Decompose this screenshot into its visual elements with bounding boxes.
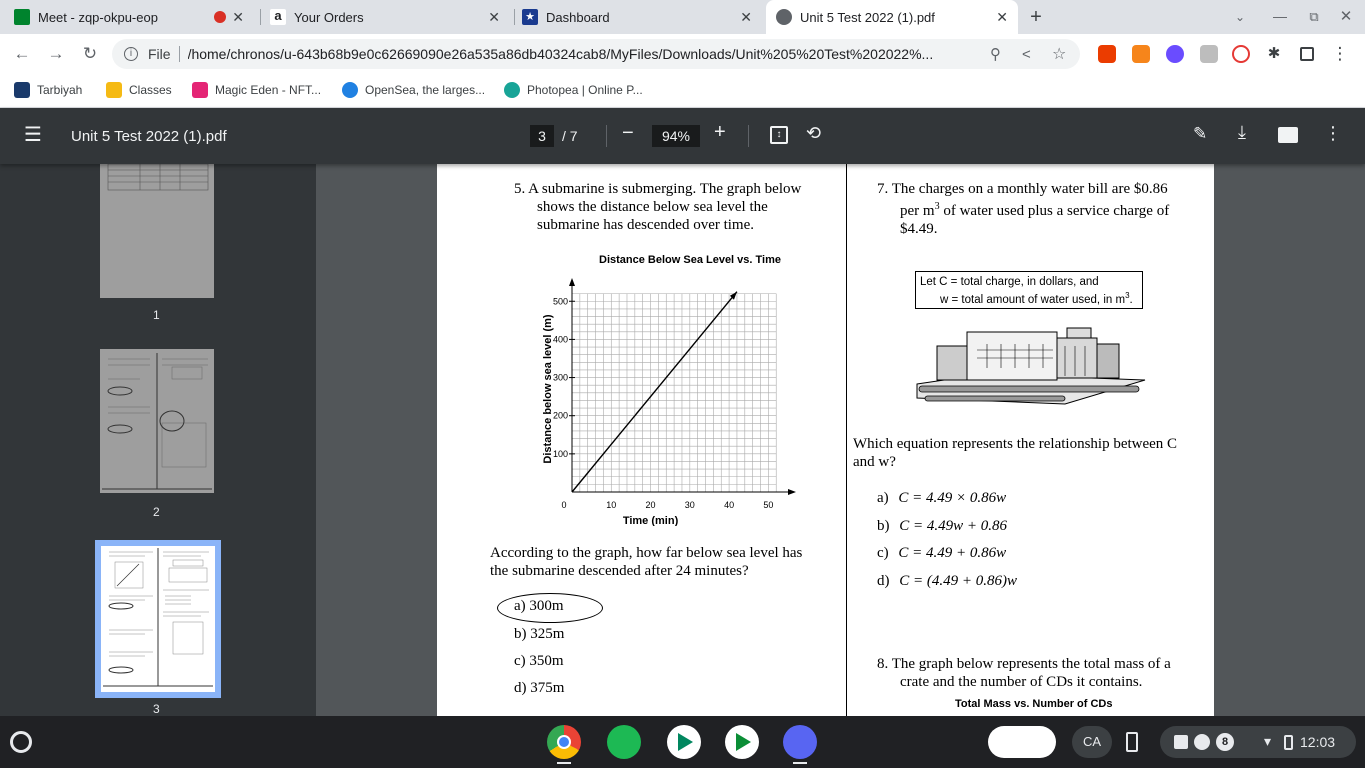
tab-divider — [514, 9, 515, 25]
puzzle-icon[interactable]: ✱ — [1267, 45, 1281, 62]
share-icon[interactable]: < — [1022, 45, 1031, 63]
toolbar-divider — [748, 125, 749, 147]
q7-superscript: 3 — [1125, 291, 1130, 300]
option-equation: C = 4.49w + 0.86 — [899, 518, 1008, 534]
y-tick-label: 500 — [552, 296, 568, 307]
photopea-icon — [504, 82, 520, 98]
omnibox[interactable] — [112, 39, 1080, 69]
tab-title: Unit 5 Test 2022 (1).pdf — [800, 9, 935, 25]
tab-title: Your Orders — [294, 9, 364, 25]
q7-option-c — [877, 545, 1006, 562]
option-equation: C = 4.49 × 0.86w — [898, 490, 1007, 506]
bookmark-opensea[interactable] — [342, 82, 485, 98]
holding-space-icon[interactable] — [988, 726, 1056, 758]
close-icon[interactable]: ✕ — [996, 8, 1008, 25]
globe-icon — [776, 9, 792, 25]
chevron-down-icon[interactable]: ⌄ — [1234, 10, 1246, 24]
office-icon[interactable] — [1098, 45, 1116, 63]
running-indicator — [557, 762, 571, 764]
q5-stem-line: 5. A submarine is submerging. The graph below — [514, 181, 802, 197]
bookmark-tarbiyah[interactable] — [14, 82, 82, 98]
reload-icon[interactable]: ↻ — [82, 44, 98, 63]
tab-pdf[interactable] — [766, 0, 1018, 34]
tab-divider — [260, 9, 261, 25]
download-icon[interactable]: ⤓ — [1238, 122, 1246, 142]
sea-level-chart — [532, 246, 817, 526]
forward-icon[interactable]: → — [47, 44, 65, 63]
input-method-indicator[interactable]: CA — [1072, 726, 1112, 758]
q7-text: w = total amount of water used, in m — [940, 293, 1126, 306]
option-label: d) — [877, 573, 890, 589]
tab-your-orders[interactable] — [270, 0, 510, 34]
y-axis-arrow — [569, 278, 575, 286]
magic-eden-icon — [192, 82, 208, 98]
discord-icon[interactable] — [783, 725, 817, 759]
x-tick-label: 30 — [684, 500, 695, 510]
bookmark-star-icon[interactable]: ☆ — [1052, 46, 1067, 63]
more-options-icon[interactable]: ⋮ — [1324, 123, 1342, 143]
thumbnail-number: 1 — [153, 308, 160, 322]
tab-title: Meet - zqp-okpu-eop — [38, 9, 158, 25]
q7-definition-line: Let C = total charge, in dollars, and — [920, 276, 1099, 288]
extension-icon[interactable] — [1166, 45, 1184, 63]
tab-title: Dashboard — [546, 9, 610, 25]
q7-option-d — [877, 573, 1017, 590]
browser-toolbar — [0, 34, 1365, 74]
recording-icon — [214, 11, 226, 23]
q7-text: . — [1129, 293, 1133, 306]
option-label: a) — [877, 490, 889, 506]
column-divider — [846, 164, 847, 716]
minimize-icon[interactable]: — — [1273, 8, 1287, 24]
option-label: b) — [877, 518, 890, 534]
thumbnail-sketch — [100, 164, 214, 298]
notification-icon — [1174, 735, 1188, 749]
clock: 12:03 — [1300, 734, 1336, 750]
q5-option-d: d) 375m — [514, 680, 565, 696]
bookmark-label: Tarbiyah — [37, 83, 83, 97]
bookmark-label: Classes — [129, 83, 172, 97]
thumbnail-sidebar — [0, 164, 316, 716]
q5-stem-line: shows the distance below sea level the — [537, 199, 768, 215]
q5-question-line: the submarine descended after 24 minutes? — [490, 563, 749, 579]
zoom-icon[interactable]: ⚲ — [990, 46, 1001, 63]
x-axis-label: Time (min) — [622, 515, 679, 526]
y-tick-label: 200 — [552, 410, 568, 421]
bookmark-magic-eden[interactable] — [192, 82, 321, 98]
restore-icon[interactable]: ⧉ — [1309, 9, 1319, 24]
toolbar-divider — [606, 125, 607, 147]
extension-icon[interactable] — [1232, 45, 1250, 63]
bookmark-classes[interactable] — [106, 82, 172, 98]
tab-meet[interactable] — [14, 0, 254, 34]
notification-count-badge: 8 — [1216, 733, 1234, 751]
water-plant-illustration — [915, 324, 1147, 406]
bookmark-photopea[interactable] — [504, 82, 643, 98]
menu-icon[interactable]: ☰ — [24, 124, 42, 146]
rotate-icon[interactable]: ⟲ — [806, 123, 822, 143]
url-divider — [179, 46, 180, 62]
thumbnail-sketch — [101, 546, 215, 692]
q8-chart-title: Total Mass vs. Number of CDs — [955, 698, 1113, 710]
q5-question-line: According to the graph, how far below sea level has — [490, 545, 803, 561]
x-tick-label: 10 — [606, 500, 617, 510]
q5-option-b: b) 325m — [514, 626, 565, 642]
q8-stem-line: crate and the number of CDs it contains. — [900, 674, 1143, 690]
close-icon[interactable]: ✕ — [740, 8, 752, 25]
opensea-icon — [342, 82, 358, 98]
q7-definition-line — [920, 289, 1138, 307]
page-number-input[interactable]: 3 — [530, 125, 554, 147]
series-line — [572, 292, 737, 492]
running-indicator — [793, 762, 807, 764]
thumbnail-page-3[interactable] — [101, 546, 215, 692]
metamask-icon[interactable] — [1132, 45, 1150, 63]
page-total: / 7 — [562, 128, 578, 144]
new-tab-icon[interactable]: + — [1030, 6, 1042, 28]
annotate-pen-icon[interactable]: ✎ — [1193, 124, 1208, 143]
classroom-icon — [106, 82, 122, 98]
tarbiyah-icon — [14, 82, 30, 98]
battery-icon — [1284, 735, 1293, 750]
x-axis-arrow — [788, 489, 796, 495]
thumbnail-page-1[interactable] — [100, 164, 214, 298]
pdf-page — [437, 164, 1214, 716]
option-equation: C = 4.49 + 0.86w — [898, 545, 1007, 561]
q7-question-line: Which equation represents the relationship between C — [853, 436, 1178, 452]
sidepanel-icon[interactable] — [1300, 47, 1314, 61]
q5-stem — [514, 180, 801, 234]
phone-hub-icon[interactable] — [1126, 732, 1138, 752]
chart-title: Distance Below Sea Level vs. Time — [599, 254, 781, 266]
tab-dashboard[interactable] — [522, 0, 762, 34]
x-tick-label: 50 — [763, 500, 774, 510]
meet-icon — [14, 9, 30, 25]
q5-option-a: a) 300m — [514, 598, 564, 614]
extension-icon[interactable] — [1200, 45, 1218, 63]
do-not-disturb-icon — [1194, 734, 1210, 750]
q7-text: per m — [900, 203, 935, 219]
q7-question-line: and w? — [853, 454, 896, 470]
fit-page-icon[interactable]: ↕ — [770, 126, 788, 144]
q7-stem — [877, 180, 1169, 238]
status-area[interactable] — [1160, 726, 1356, 758]
play-store-icon[interactable] — [667, 725, 701, 759]
window-close-icon[interactable]: ✕ — [1339, 8, 1353, 25]
x-tick-label: 20 — [645, 500, 656, 510]
q5-question — [490, 544, 802, 580]
q7-stem-line: $4.49. — [900, 221, 938, 237]
chrome-icon[interactable] — [547, 725, 581, 759]
amazon-icon: a — [270, 9, 286, 25]
star-badge-icon: ★ — [522, 9, 538, 25]
bookmark-label: OpenSea, the larges... — [365, 83, 486, 97]
option-label: c) — [877, 545, 889, 561]
back-icon[interactable]: ← — [13, 44, 31, 63]
url-text: /home/chronos/u-643b68b9e0c62669090e26a535a86db40324cab8/MyFiles/Downloads/Unit%205%20Test%202022%... — [187, 46, 934, 62]
q8-stem — [877, 655, 1171, 691]
close-icon[interactable]: ✕ — [232, 8, 244, 25]
q7-superscript: 3 — [934, 201, 940, 212]
q5-option-c: c) 350m — [514, 653, 564, 669]
q7-stem-line: 7. The charges on a monthly water bill are $0.86 — [877, 181, 1168, 197]
q7-question — [853, 435, 1177, 471]
y-axis-label: Distance below sea level (m) — [542, 314, 554, 464]
bookmark-label: Photopea | Online P... — [527, 83, 643, 97]
print-icon[interactable] — [1278, 127, 1298, 143]
system-shelf — [0, 716, 1365, 768]
q5-stem-line: submarine has descended over time. — [537, 217, 755, 233]
bookmark-label: Magic Eden - NFT... — [215, 83, 322, 97]
app-icon[interactable] — [725, 725, 759, 759]
info-icon[interactable]: i — [124, 47, 138, 61]
pdf-toolbar — [0, 108, 1365, 164]
option-equation: C = (4.49 + 0.86)w — [899, 573, 1017, 589]
x-tick-label: 40 — [724, 500, 735, 510]
url-scheme: File — [148, 46, 171, 62]
bookmarks-bar — [0, 74, 1365, 108]
zoom-in-icon[interactable]: + — [714, 121, 726, 143]
y-tick-label: 100 — [552, 448, 568, 459]
spotify-icon[interactable] — [607, 725, 641, 759]
close-icon[interactable]: ✕ — [488, 8, 500, 25]
wifi-icon: ▾ — [1264, 733, 1272, 749]
q7-stem-line — [877, 198, 1169, 220]
y-tick-label: 300 — [552, 372, 568, 383]
x-tick-label: 0 — [561, 500, 567, 510]
q7-text: of water used plus a service charge of — [939, 203, 1170, 219]
q7-option-a — [877, 490, 1006, 507]
q8-stem-line: 8. The graph below represents the total mass of a — [877, 656, 1171, 672]
q7-definition-box — [915, 271, 1143, 309]
thumbnail-number: 3 — [153, 702, 160, 716]
q7-option-b — [877, 518, 1007, 535]
zoom-input[interactable]: 94% — [652, 125, 700, 147]
zoom-out-icon[interactable]: − — [622, 122, 634, 144]
thumbnail-page-2[interactable] — [100, 349, 214, 493]
kebab-menu-icon[interactable]: ⋮ — [1331, 44, 1349, 63]
thumbnail-sketch — [100, 349, 214, 493]
y-tick-label: 400 — [552, 334, 568, 345]
launcher-icon[interactable] — [10, 731, 32, 753]
pdf-title: Unit 5 Test 2022 (1).pdf — [71, 128, 227, 145]
tab-strip — [0, 0, 1365, 34]
thumbnail-number: 2 — [153, 505, 160, 519]
